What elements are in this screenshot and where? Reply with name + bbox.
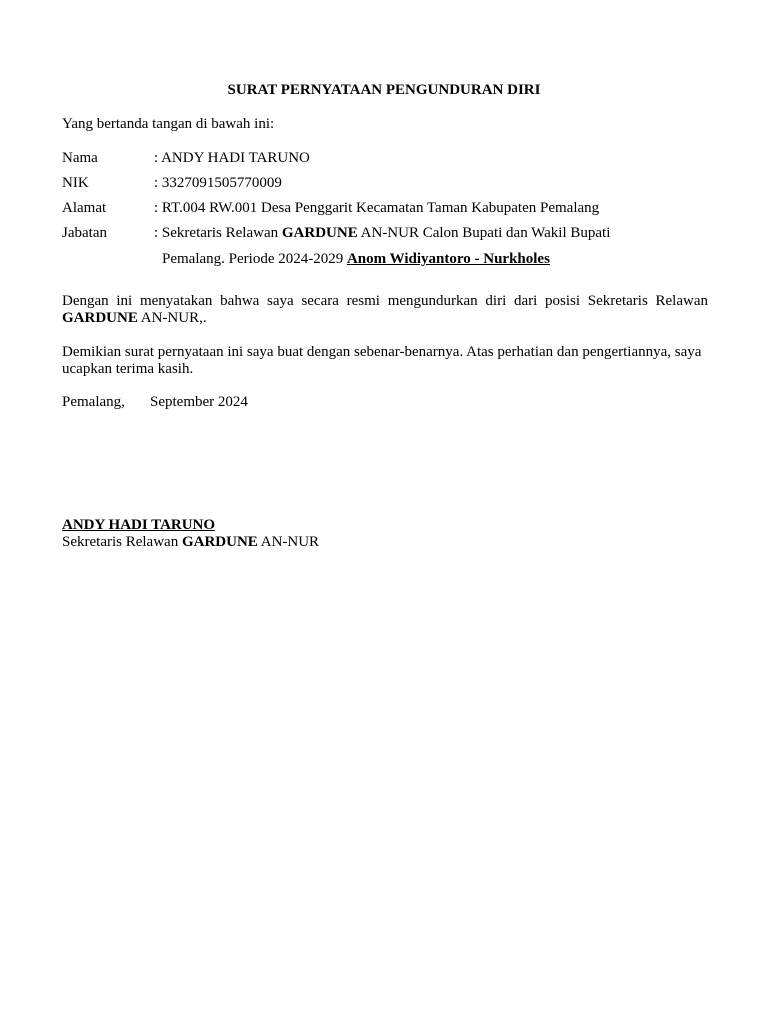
signatory-role-prefix: Sekretaris Relawan bbox=[62, 534, 182, 550]
letter-title: SURAT PERNYATAAN PENGUNDURAN DIRI bbox=[227, 82, 541, 98]
date: September 2024 bbox=[150, 394, 248, 410]
statement-line1: Dengan ini menyatakan bahwa saya secara resmi mengundurkan diri dari posisi Sekretaris Relawan bbox=[62, 293, 708, 309]
statement-suffix: AN-NUR,. bbox=[137, 310, 207, 326]
field-nama bbox=[62, 150, 310, 167]
jabatan-candidates: Anom Widiyantoro - Nurkholes bbox=[346, 251, 550, 267]
field-value-jabatan-suffix: AN-NUR Calon Bupati dan Wakil Bupati bbox=[357, 225, 611, 241]
statement-org: GARDUNE bbox=[62, 310, 138, 326]
signatory-role-org: GARDUNE bbox=[181, 534, 258, 550]
field-value-nik: : 3327091505770009 bbox=[154, 175, 282, 191]
field-jabatan bbox=[62, 225, 610, 242]
field-value-jabatan-prefix: : Sekretaris Relawan bbox=[154, 225, 282, 241]
field-label-nik: NIK bbox=[62, 175, 89, 191]
intro-text: Yang bertanda tangan di bawah ini: bbox=[62, 116, 275, 132]
field-nik bbox=[62, 175, 282, 192]
field-value-alamat: : RT.004 RW.001 Desa Penggarit Kecamatan Taman Kabupaten Pemalang bbox=[154, 200, 600, 216]
field-label-nama: Nama bbox=[62, 150, 98, 166]
field-value-jabatan-org: GARDUNE bbox=[281, 225, 358, 241]
field-label-alamat: Alamat bbox=[62, 200, 107, 216]
signatory-role-suffix: AN-NUR bbox=[257, 534, 320, 550]
field-label-jabatan: Jabatan bbox=[62, 225, 107, 241]
closing-paragraph: Demikian surat pernyataan ini saya buat dengan sebenar-benarnya. Atas perhatian dan pengertiannya, saya ucapkan terima kasih. bbox=[62, 344, 702, 377]
place-date bbox=[62, 394, 248, 411]
signatory-role bbox=[62, 534, 319, 551]
field-alamat bbox=[62, 200, 599, 217]
place: Pemalang, bbox=[62, 394, 125, 410]
statement-paragraph bbox=[62, 293, 708, 327]
signatory-name: ANDY HADI TARUNO bbox=[62, 517, 216, 533]
field-value-nama: : ANDY HADI TARUNO bbox=[154, 150, 310, 166]
jabatan-period: Pemalang. Periode 2024-2029 bbox=[162, 251, 347, 267]
field-jabatan-continuation bbox=[162, 251, 550, 268]
